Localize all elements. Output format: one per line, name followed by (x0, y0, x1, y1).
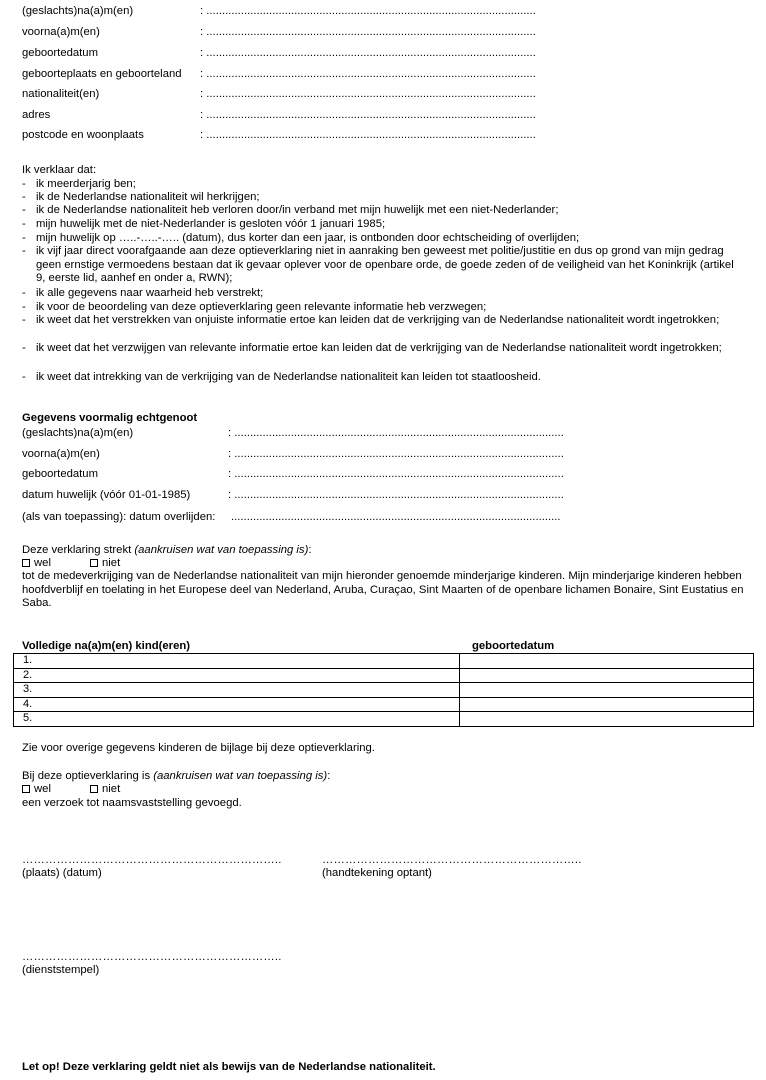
field-label-birthplace: geboorteplaats en geboorteland (22, 68, 182, 80)
spouse-heading: Gegevens voormalig echtgenoot (22, 412, 198, 424)
table-header-name: Volledige na(a)m(en) kind(eren) (22, 640, 191, 652)
declaration-intro: Ik verklaar dat: (22, 164, 97, 176)
appendix-note: Zie voor overige gegevens kinderen de bijlage bij deze optieverklaring. (22, 742, 375, 754)
stamp-label: (dienststempel) (22, 964, 100, 976)
name-request-option-niet[interactable]: niet (90, 782, 120, 796)
spouse-label-firstnames: voorna(a)m(en) (22, 448, 100, 460)
name-request-intro: Bij deze optieverklaring is (aankruisen wat van toepassing is): (22, 770, 331, 782)
checkbox-wel[interactable] (22, 785, 30, 793)
declaration-item: - mijn huwelijk op …..-…..-….. (datum), dus korter dan een jaar, is ontbonden door echtscheiding of overlijden; (22, 232, 580, 244)
child-name-cell[interactable]: 5. (14, 712, 460, 727)
children-table (13, 653, 754, 727)
spouse-label-death-date: (als van toepassing): datum overlijden: (22, 511, 216, 523)
declaration-item: - ik weet dat intrekking van de verkrijging van de Nederlandse nationaliteit kan leiden tot staatloosheid. (22, 371, 541, 383)
spouse-label-surname: (geslachts)na(a)m(en) (22, 427, 134, 439)
children-statement-text: tot de medeverkrijging van de Nederlandse nationaliteit van mijn hieronder genoemde minderjarige kinderen. Mijn minderjarige kinderen hebben hoofdverblijf en toelating in het Europese deel van Nederland, Aruba, Curaçao, Sint Maarten of de openbare lichamen Bonaire, Sint Eustatius en Saba. (22, 570, 744, 609)
child-date-cell[interactable] (460, 668, 754, 683)
field-input-postcode[interactable]: : ......................................................................................................... (200, 129, 536, 141)
place-date-label: (plaats) (datum) (22, 867, 102, 879)
child-date-cell[interactable] (460, 654, 754, 669)
place-date-line[interactable]: ………………………………………………………….. (22, 854, 282, 866)
field-label-firstnames: voorna(a)m(en) (22, 26, 100, 38)
declaration-item: - ik voor de beoordeling van deze optieverklaring geen relevante informatie heb verzwegen; (22, 301, 487, 313)
declaration-item: - ik meerderjarig ben; (22, 178, 136, 190)
checkbox-wel[interactable] (22, 559, 30, 567)
field-label-postcode: postcode en woonplaats (22, 129, 144, 141)
spouse-input-marriage-date[interactable]: : ......................................................................................................... (228, 489, 564, 501)
field-label-birthdate: geboortedatum (22, 47, 98, 59)
signature-label: (handtekening optant) (322, 867, 432, 879)
table-row (14, 683, 754, 698)
name-request-text: een verzoek tot naamsvaststelling gevoegd. (22, 797, 242, 809)
declaration-item: - ik alle gegevens naar waarheid heb verstrekt; (22, 287, 264, 299)
declaration-item: - ik vijf jaar direct voorafgaande aan deze optieverklaring niet in aanraking ben geweest met politie/justitie en dus op grond van mijn gedrag geen ernstige vermoedens bestaan dat ik gevaar oplever voor de openbare orde, de goede zeden of de veiligheid van het Koninkrijk (artikel 9, eerste lid, aanhef en onder a, RWN); (22, 245, 734, 284)
child-name-cell[interactable]: 4. (14, 697, 460, 712)
spouse-input-firstnames[interactable]: : ......................................................................................................... (228, 448, 564, 460)
spouse-input-surname[interactable]: : ......................................................................................................... (228, 427, 564, 439)
spouse-input-birthdate[interactable]: : ......................................................................................................... (228, 468, 564, 480)
table-row (14, 712, 754, 727)
field-input-nationality[interactable]: : ......................................................................................................... (200, 88, 536, 100)
spouse-label-marriage-date: datum huwelijk (vóór 01-01-1985) (22, 489, 191, 501)
child-date-cell[interactable] (460, 683, 754, 698)
name-request-option-wel[interactable]: wel (22, 782, 51, 796)
child-date-cell[interactable] (460, 712, 754, 727)
children-statement-intro: Deze verklaring strekt (aankruisen wat van toepassing is): (22, 544, 312, 556)
spouse-input-death-date[interactable]: ......................................................................................................... (231, 511, 561, 523)
checkbox-niet[interactable] (90, 559, 98, 567)
child-name-cell[interactable]: 3. (14, 683, 460, 698)
declaration-item: - mijn huwelijk met de niet-Nederlander is gesloten vóór 1 januari 1985; (22, 218, 386, 230)
child-date-cell[interactable] (460, 697, 754, 712)
field-input-birthdate[interactable]: : ......................................................................................................... (200, 47, 536, 59)
table-header-date: geboortedatum (472, 640, 555, 652)
field-input-firstnames[interactable]: : ......................................................................................................... (200, 26, 536, 38)
field-label-surname: (geslachts)na(a)m(en) (22, 5, 134, 17)
field-input-birthplace[interactable]: : ......................................................................................................... (200, 68, 536, 80)
children-option-wel[interactable]: wel (22, 556, 51, 570)
children-option-niet[interactable]: niet (90, 556, 120, 570)
child-name-cell[interactable]: 1. (14, 654, 460, 669)
checkbox-niet[interactable] (90, 785, 98, 793)
table-row (14, 654, 754, 669)
declaration-item: - ik de Nederlandse nationaliteit wil herkrijgen; (22, 191, 260, 203)
declaration-item: - ik de Nederlandse nationaliteit heb verloren door/in verband met mijn huwelijk met een niet-Nederlander; (22, 204, 559, 216)
field-label-address: adres (22, 109, 51, 121)
child-name-cell[interactable]: 2. (14, 668, 460, 683)
spouse-label-birthdate: geboortedatum (22, 468, 98, 480)
declaration-item: - ik weet dat het verstrekken van onjuiste informatie ertoe kan leiden dat de verkrijging van de Nederlandse nationaliteit wordt ingetrokken; (22, 314, 720, 326)
stamp-line[interactable]: ………………………………………………………….. (22, 951, 282, 963)
table-row (14, 697, 754, 712)
warning-text: Let op! Deze verklaring geldt niet als bewijs van de Nederlandse nationaliteit. (22, 1061, 436, 1073)
field-label-nationality: nationaliteit(en) (22, 88, 100, 100)
declaration-item: - ik weet dat het verzwijgen van relevante informatie ertoe kan leiden dat de verkrijging van de Nederlandse nationaliteit wordt ingetrokken; (22, 342, 722, 354)
field-input-address[interactable]: : ......................................................................................................... (200, 109, 536, 121)
table-row (14, 668, 754, 683)
signature-line[interactable]: ………………………………………………………….. (322, 854, 582, 866)
field-input-surname[interactable]: : ......................................................................................................... (200, 5, 536, 17)
